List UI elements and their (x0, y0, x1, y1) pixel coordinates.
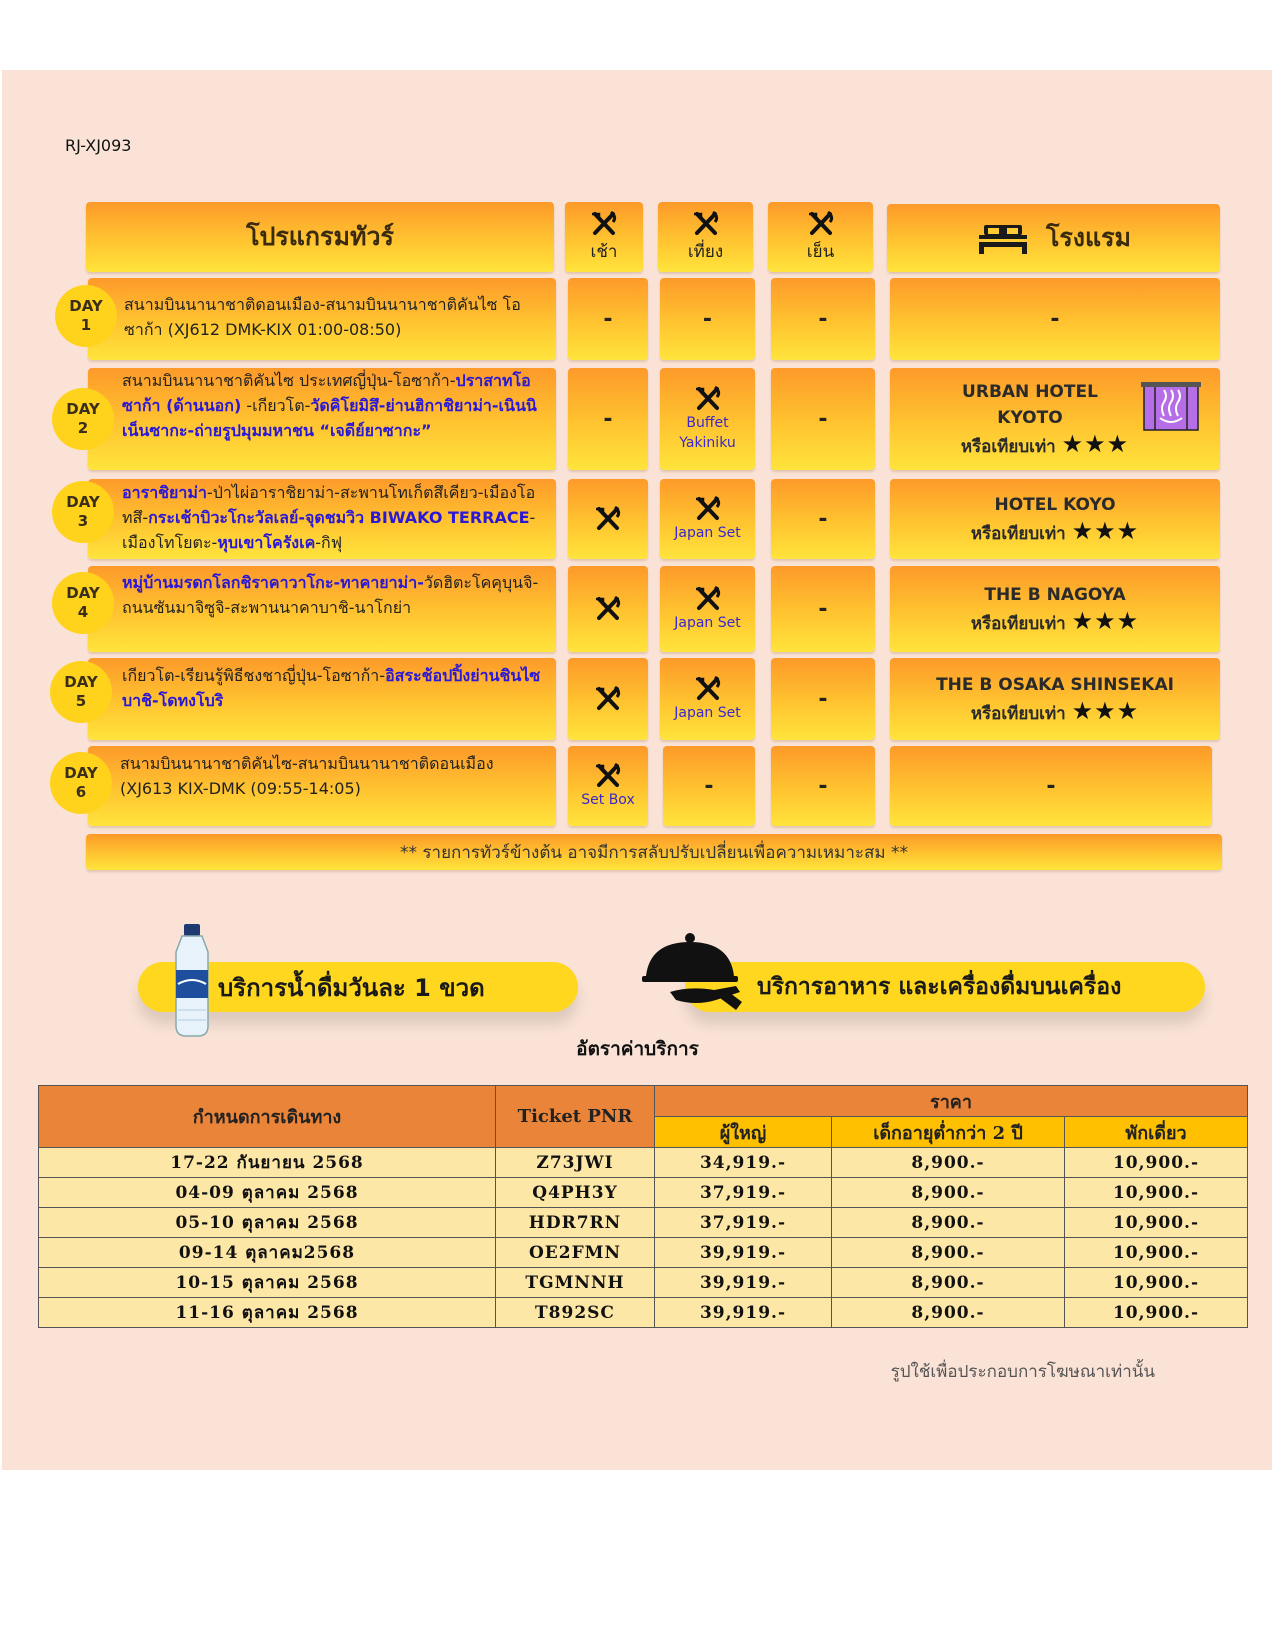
breakfast-value: - (603, 306, 613, 332)
day-badge-2 (52, 388, 114, 450)
utensils-icon (693, 495, 723, 523)
day-badge-label: DAY (64, 764, 98, 782)
day-1-lunch (660, 278, 755, 360)
day-3-dinner (771, 479, 875, 559)
day-4-lunch (660, 566, 755, 652)
utensils-icon (806, 210, 836, 238)
day-badge-number: 4 (77, 603, 89, 621)
col-child-header: เด็กอายุต่ำกว่า 2 ปี (832, 1117, 1065, 1148)
day-6-breakfast (568, 746, 648, 826)
food-service-banner (685, 962, 1205, 1012)
day-6-program-cell (88, 746, 556, 826)
day-badge-6 (50, 752, 112, 814)
single-price: 10,900.- (1065, 1208, 1248, 1238)
day-5-breakfast (568, 658, 648, 740)
table-row (39, 1208, 1248, 1238)
travel-date: 17-22 กันยายน 2568 (39, 1148, 496, 1178)
utensils-icon (693, 585, 723, 613)
onsen-icon (1140, 382, 1202, 432)
utensils-icon (593, 762, 623, 790)
adult-price: 39,919.- (655, 1298, 832, 1328)
food-cloche-icon (640, 930, 750, 1020)
day-badge-5 (50, 661, 112, 723)
lunch-header-label: เที่ยง (687, 241, 724, 262)
col-pnr-header: Ticket PNR (496, 1086, 655, 1148)
single-price: 10,900.- (1065, 1238, 1248, 1268)
day-badge-number: 2 (77, 419, 89, 437)
breakfast-header-label: เช้า (590, 241, 618, 262)
dinner-value: - (818, 406, 828, 432)
hotel-header-label: โรงแรม (1045, 223, 1132, 252)
day-6-lunch (663, 746, 755, 826)
day-1-dinner (771, 278, 875, 360)
table-row (39, 1298, 1248, 1328)
hotel-name: HOTEL KOYO (994, 494, 1116, 515)
ticket-pnr: Z73JWI (496, 1148, 655, 1178)
doc-code: RJ-XJ093 (65, 136, 132, 155)
star-rating-icon: ★★★ (1071, 696, 1140, 725)
table-row (39, 1178, 1248, 1208)
dinner-header-label: เย็น (806, 241, 835, 262)
hotel-name: THE B OSAKA SHINSEKAI (936, 674, 1174, 695)
day-5-program: เกียวโต-เรียนรู้พิธีชงชาญี่ปุ่น-โอซาก้า-อิสระช้อปปิ้งย่านชินไซบาชิ-โดทงโบริ (122, 666, 541, 710)
day-1-program-cell (88, 278, 556, 360)
day-2-program-cell (88, 368, 556, 470)
adult-price: 39,919.- (655, 1268, 832, 1298)
day-6-program: สนามบินนานาชาติคันไซ-สนามบินนานาชาติดอนเมือง (XJ613 KIX-DMK (09:55-14:05) (120, 754, 494, 798)
dinner-value: - (818, 686, 828, 712)
day-badge-label: DAY (66, 400, 100, 418)
utensils-icon (593, 595, 623, 623)
day-3-lunch (660, 479, 755, 559)
travel-date: 10-15 ตุลาคม 2568 (39, 1268, 496, 1298)
table-row (39, 1268, 1248, 1298)
ticket-pnr: OE2FMN (496, 1238, 655, 1268)
day-4-program-cell (88, 566, 556, 652)
day-4-hotel (890, 566, 1220, 652)
bed-icon (976, 221, 1030, 255)
col-adult-header: ผู้ใหญ่ (655, 1117, 832, 1148)
utensils-icon (589, 210, 619, 238)
col-travel-header: กำหนดการเดินทาง (39, 1086, 496, 1148)
day-badge-number: 6 (75, 783, 87, 801)
day-badge-1 (55, 285, 117, 347)
utensils-icon (693, 675, 723, 703)
disclaimer: รูปใช้เพื่อประกอบการโฆษณาเท่านั้น (890, 1362, 1155, 1382)
dinner-value: - (818, 306, 828, 332)
rate-table (38, 1085, 1248, 1328)
single-price: 10,900.- (1065, 1268, 1248, 1298)
single-price: 10,900.- (1065, 1298, 1248, 1328)
travel-date: 04-09 ตุลาคม 2568 (39, 1178, 496, 1208)
hotel-rating: หรือเทียบเท่า ★★★ (970, 696, 1140, 725)
table-row (39, 1148, 1248, 1178)
ticket-pnr: HDR7RN (496, 1208, 655, 1238)
water-bottle-icon (162, 922, 222, 1040)
breakfast-value: - (603, 406, 613, 432)
dinner-header (768, 202, 873, 272)
ticket-pnr: T892SC (496, 1298, 655, 1328)
itinerary-note (86, 834, 1222, 870)
travel-date: 11-16 ตุลาคม 2568 (39, 1298, 496, 1328)
hotel-rating: หรือเทียบเท่า ★★★ (960, 429, 1130, 458)
food-service-text: บริการอาหาร และเครื่องดื่มบนเครื่อง (757, 974, 1122, 1000)
breakfast-value: Set Box (581, 792, 635, 808)
day-badge-label: DAY (66, 493, 100, 511)
adult-price: 39,919.- (655, 1238, 832, 1268)
day-6-hotel (890, 746, 1212, 826)
hotel-header (887, 204, 1220, 272)
utensils-icon (593, 685, 623, 713)
travel-date: 09-14 ตุลาคม2568 (39, 1238, 496, 1268)
lunch-value: - (702, 306, 713, 332)
dinner-value: - (818, 773, 828, 799)
child-price: 8,900.- (832, 1268, 1065, 1298)
day-2-program: สนามบินนานาชาติคันไซ ประเทศญี่ปุ่น-โอซาก้า-ปราสาทโอซาก้า (ด้านนอก) -เกียวโต-วัดคิโยมิสึ-ย่านฮิกาชิยาม่า-เนินนิเน็นซากะ-ถ่ายรูปมุมมหาชน “เจดีย์ยาซากะ” (122, 371, 537, 440)
breakfast-header (565, 202, 643, 272)
program-header-label: โปรแกรมทัวร์ (246, 222, 394, 251)
col-price-header: ราคา (655, 1086, 1248, 1117)
day-5-hotel (890, 658, 1220, 740)
day-1-program: สนามบินนานาชาติดอนเมือง-สนามบินนานาชาติคันไซ โอซาก้า (XJ612 DMK-KIX 01:00-08:50) (124, 295, 521, 339)
day-badge-4 (52, 572, 114, 634)
lunch-value: Japan Set (674, 525, 741, 541)
day-badge-label: DAY (66, 584, 100, 602)
col-single-header: พักเดี่ยว (1065, 1117, 1248, 1148)
program-header (86, 202, 554, 272)
day-badge-label: DAY (64, 673, 98, 691)
day-2-dinner (771, 368, 875, 470)
table-row (39, 1238, 1248, 1268)
single-price: 10,900.- (1065, 1178, 1248, 1208)
day-badge-number: 5 (75, 692, 87, 710)
utensils-icon (691, 210, 721, 238)
day-3-hotel (890, 479, 1220, 559)
utensils-icon (593, 505, 623, 533)
rate-title: อัตราค่าบริการ (576, 1038, 699, 1060)
day-4-dinner (771, 566, 875, 652)
water-service-text: บริการน้ำดื่มวันละ 1 ขวด (218, 973, 485, 1002)
hotel-rating: หรือเทียบเท่า ★★★ (970, 606, 1140, 635)
hotel-name: KYOTO (997, 407, 1063, 428)
hotel-name: URBAN HOTEL (962, 381, 1098, 402)
day-4-program: หมู่บ้านมรดกโลกชิราคาวาโกะ-ทาคายาม่า-วัดฮิตะโคคุบุนจิ-ถนนซันมาจิซูจิ-สะพานนาคาบาชิ-นาโกย่า (122, 573, 539, 617)
child-price: 8,900.- (832, 1298, 1065, 1328)
day-2-breakfast (568, 368, 648, 470)
hotel-rating: หรือเทียบเท่า ★★★ (970, 516, 1140, 545)
star-rating-icon: ★★★ (1071, 606, 1140, 635)
travel-date: 05-10 ตุลาคม 2568 (39, 1208, 496, 1238)
day-badge-3 (52, 481, 114, 543)
lunch-value: Japan Set (674, 705, 741, 721)
lunch-value: Yakiniku (679, 435, 736, 451)
hotel-value: - (1050, 306, 1060, 332)
dinner-value: - (818, 596, 828, 622)
adult-price: 37,919.- (655, 1178, 832, 1208)
lunch-value: - (704, 773, 714, 799)
itinerary-note-text: ** รายการทัวร์ข้างต้น อาจมีการสลับปรับเปลี่ยนเพื่อความเหมาะสม ** (400, 842, 908, 863)
lunch-value: Buffet (686, 415, 729, 431)
day-3-program: อาราชิยาม่า-ป่าไผ่อาราชิยาม่า-สะพานโทเก็ตสึเคียว-เมืองโอทสึ-กระเช้าบิวะโกะวัลเลย์-จุดชมวิว BIWAKO TERRACE-เมืองโทโยตะ-หุบเขาโครังเค-กิฟุ (122, 483, 536, 552)
day-5-dinner (771, 658, 875, 740)
day-2-lunch (660, 368, 755, 470)
day-1-breakfast (568, 278, 648, 360)
day-6-dinner (771, 746, 875, 826)
child-price: 8,900.- (832, 1178, 1065, 1208)
day-5-lunch (660, 658, 755, 740)
day-badge-number: 1 (80, 316, 92, 334)
child-price: 8,900.- (832, 1208, 1065, 1238)
utensils-icon (693, 385, 723, 413)
child-price: 8,900.- (832, 1148, 1065, 1178)
star-rating-icon: ★★★ (1061, 429, 1130, 458)
hotel-value: - (1046, 773, 1056, 799)
lunch-header (658, 202, 753, 272)
day-3-program-cell (88, 479, 556, 559)
lunch-value: Japan Set (674, 615, 741, 631)
single-price: 10,900.- (1065, 1148, 1248, 1178)
adult-price: 34,919.- (655, 1148, 832, 1178)
day-badge-number: 3 (77, 512, 89, 530)
hotel-name: THE B NAGOYA (984, 584, 1126, 605)
day-1-hotel (890, 278, 1220, 360)
adult-price: 37,919.- (655, 1208, 832, 1238)
day-4-breakfast (568, 566, 648, 652)
day-badge-label: DAY (69, 297, 103, 315)
day-3-breakfast (568, 479, 648, 559)
dinner-value: - (818, 506, 828, 532)
ticket-pnr: TGMNNH (496, 1268, 655, 1298)
ticket-pnr: Q4PH3Y (496, 1178, 655, 1208)
day-5-program-cell (88, 658, 556, 740)
child-price: 8,900.- (832, 1238, 1065, 1268)
star-rating-icon: ★★★ (1071, 516, 1140, 545)
day-2-hotel (890, 368, 1220, 470)
